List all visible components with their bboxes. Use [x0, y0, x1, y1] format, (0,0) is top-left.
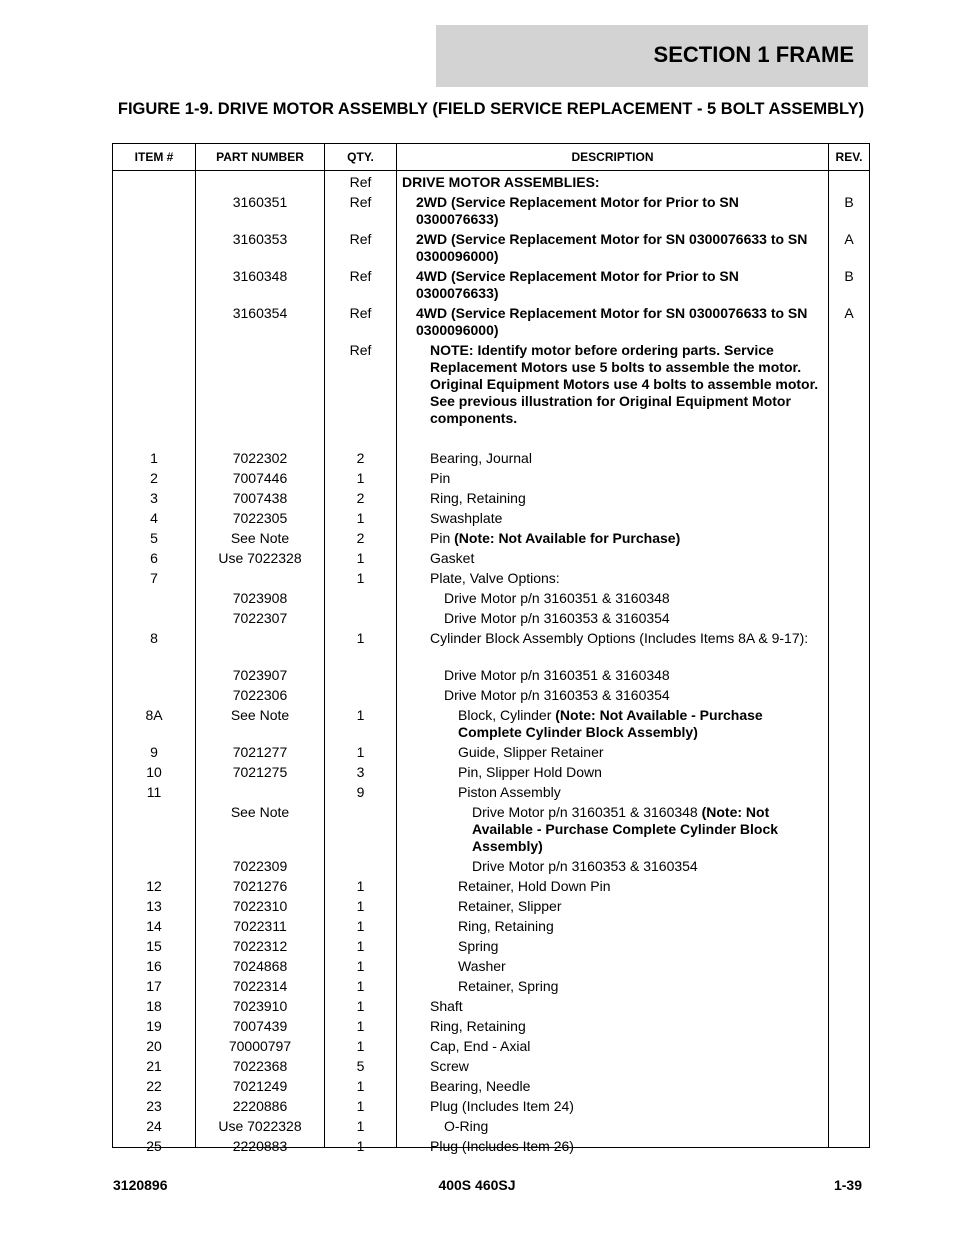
revision-cell: A: [844, 305, 854, 321]
description-cell: [430, 1098, 825, 1115]
quantity-cell: 1: [356, 978, 365, 994]
quantity-cell: 1: [356, 1038, 365, 1054]
quantity-cell: 1: [356, 1078, 365, 1094]
item-number-cell: 15: [146, 938, 162, 954]
description-cell: [430, 1058, 825, 1075]
description-cell: [458, 744, 825, 761]
description-cell: [458, 958, 825, 975]
item-number-cell: 25: [146, 1138, 162, 1154]
part-number-cell: 7022305: [232, 510, 288, 526]
description-cell: [444, 667, 825, 684]
quantity-cell: Ref: [349, 305, 372, 321]
item-number-cell: 1: [150, 450, 158, 466]
part-number-cell: 3160351: [232, 194, 288, 210]
figure-title: FIGURE 1-9. DRIVE MOTOR ASSEMBLY (FIELD SERVICE REPLACEMENT - 5 BOLT ASSEMBLY): [117, 100, 865, 118]
description-cell: [458, 707, 825, 741]
item-number-cell: 7: [150, 570, 158, 586]
part-number-cell: 70000797: [228, 1038, 292, 1054]
description-text: Guide, Slipper Retainer: [458, 744, 604, 760]
quantity-cell: 1: [356, 918, 365, 934]
part-number-cell: 7023908: [232, 590, 288, 606]
column-header-qty: QTY.: [347, 150, 374, 164]
part-number-cell: 7023910: [232, 998, 288, 1014]
quantity-cell: 1: [356, 938, 365, 954]
description-text: 2WD (Service Replacement Motor for SN 0300076633 to SN 0300096000): [416, 231, 808, 264]
part-number-cell: 7022314: [232, 978, 288, 994]
column-header-rev: REV.: [835, 150, 863, 164]
part-number-cell: 7022368: [232, 1058, 288, 1074]
quantity-cell: 9: [356, 784, 365, 800]
quantity-cell: 1: [356, 570, 365, 586]
section-title: SECTION 1 FRAME: [653, 42, 854, 67]
quantity-cell: 3: [356, 764, 365, 780]
part-number-cell: 2220883: [232, 1138, 288, 1154]
description-text: Ring, Retaining: [430, 490, 526, 506]
description-cell: [430, 450, 825, 467]
part-number-cell: 7022302: [232, 450, 288, 466]
quantity-cell: 1: [356, 470, 365, 486]
part-number-cell: 7024868: [232, 958, 288, 974]
description-text: Shaft: [430, 998, 463, 1014]
part-number-cell: Use 7022328: [218, 1118, 302, 1134]
description-cell: [472, 858, 825, 875]
part-number-cell: 7022311: [233, 918, 287, 934]
quantity-cell: 1: [356, 707, 365, 723]
description-text: Piston Assembly: [458, 784, 561, 800]
description-text: Washer: [458, 958, 506, 974]
quantity-cell: 1: [356, 878, 365, 894]
description-text: O-Ring: [444, 1118, 489, 1134]
section-header-banner: [436, 25, 868, 87]
description-cell: [430, 1038, 825, 1055]
part-number-cell: 7022312: [232, 938, 288, 954]
quantity-cell: 1: [356, 510, 365, 526]
quantity-cell: 2: [356, 450, 365, 466]
footer-document-number: 3120896: [113, 1177, 168, 1193]
part-number-cell: 7021249: [232, 1078, 288, 1094]
part-number-cell: 7022309: [232, 858, 288, 874]
quantity-cell: 1: [356, 744, 365, 760]
description-cell: [416, 194, 825, 228]
description-cell: [430, 998, 825, 1015]
description-text: Retainer, Slipper: [458, 898, 562, 914]
quantity-cell: 1: [356, 1138, 365, 1154]
quantity-cell: 2: [356, 530, 365, 546]
item-number-cell: 24: [146, 1118, 162, 1134]
description-text: Bearing, Needle: [430, 1078, 531, 1094]
revision-cell: B: [844, 194, 854, 210]
quantity-cell: 1: [356, 1098, 365, 1114]
description-text: Plug (Includes Item 24): [430, 1098, 574, 1114]
description-text: Drive Motor p/n 3160353 & 3160354: [444, 610, 670, 626]
description-text: Cap, End - Axial: [430, 1038, 531, 1054]
description-text: Drive Motor p/n 3160353 & 3160354: [444, 687, 670, 703]
part-number-cell: 7022306: [232, 687, 288, 703]
description-text: Pin, Slipper Hold Down: [458, 764, 602, 780]
description-cell: [458, 978, 825, 995]
description-text: Cylinder Block Assembly Options (Includes Items 8A & 9-17):: [430, 630, 809, 646]
description-text: Retainer, Hold Down Pin: [458, 878, 611, 894]
part-number-cell: 7007438: [232, 490, 288, 506]
quantity-cell: 1: [356, 630, 365, 646]
description-text: NOTE: Identify motor before ordering parts. Service Replacement Motors use 5 bolts to assemble the motor. Original Equipment Motors use 4 bolts to assemble motor. See previous illustration for Original Equipment Motor components.: [430, 342, 819, 426]
description-cell: [430, 342, 825, 427]
quantity-cell: 1: [356, 958, 365, 974]
availability-note: (Note: Not Available - Purchase Complete Cylinder Block Assembly): [472, 804, 779, 854]
description-text: Plate, Valve Options:: [430, 570, 560, 586]
description-text: Drive Motor p/n 3160351 & 3160348: [472, 804, 698, 820]
item-number-cell: 20: [146, 1038, 162, 1054]
description-cell: [430, 510, 825, 527]
quantity-cell: Ref: [349, 174, 372, 190]
description-cell: [430, 1078, 825, 1095]
item-number-cell: 21: [146, 1058, 162, 1074]
part-number-cell: 3160348: [232, 268, 288, 284]
description-cell: [472, 804, 825, 855]
description-cell: [416, 305, 825, 339]
part-number-cell: 3160354: [232, 305, 288, 321]
description-text: Drive Motor p/n 3160351 & 3160348: [444, 590, 670, 606]
item-number-cell: 3: [150, 490, 158, 506]
column-divider: [195, 144, 196, 1147]
quantity-cell: 1: [356, 1018, 365, 1034]
column-header-description: DESCRIPTION: [571, 150, 654, 164]
description-text: Gasket: [430, 550, 475, 566]
part-number-cell: 2220886: [232, 1098, 288, 1114]
description-cell: [444, 610, 825, 627]
parts-table: [112, 143, 870, 1154]
footer-page-number: 1-39: [833, 1177, 862, 1193]
item-number-cell: 12: [146, 878, 162, 894]
column-header-item: ITEM #: [134, 150, 174, 164]
part-number-cell: 7023907: [232, 667, 288, 683]
description-cell: [458, 898, 825, 915]
description-cell: [416, 268, 825, 302]
availability-note: (Note: Not Available - Purchase Complete Cylinder Block Assembly): [458, 707, 763, 740]
item-number-cell: 18: [146, 998, 162, 1014]
quantity-cell: Ref: [349, 194, 372, 210]
description-cell: [430, 550, 825, 567]
description-text: DRIVE MOTOR ASSEMBLIES:: [402, 174, 600, 190]
quantity-cell: Ref: [349, 268, 372, 284]
quantity-cell: 1: [356, 898, 365, 914]
description-text: Spring: [458, 938, 499, 954]
item-number-cell: 6: [150, 550, 158, 566]
quantity-cell: 2: [356, 490, 365, 506]
quantity-cell: 5: [356, 1058, 365, 1074]
part-number-cell: See Note: [230, 804, 290, 820]
description-text: Drive Motor p/n 3160351 & 3160348: [444, 667, 670, 683]
item-number-cell: 23: [146, 1098, 162, 1114]
column-divider: [396, 144, 397, 1147]
item-number-cell: 8A: [145, 707, 163, 723]
description-text: Pin: [430, 530, 451, 546]
description-cell: [430, 1138, 825, 1155]
description-cell: [416, 231, 825, 265]
item-number-cell: 22: [146, 1078, 162, 1094]
description-cell: [430, 1018, 825, 1035]
part-number-cell: 7021276: [232, 878, 288, 894]
item-number-cell: 14: [146, 918, 162, 934]
item-number-cell: 13: [146, 898, 162, 914]
description-text: Plug (Includes Item 26): [430, 1138, 574, 1154]
description-cell: [444, 687, 825, 704]
quantity-cell: Ref: [349, 231, 372, 247]
header-rule: [113, 170, 869, 171]
description-cell: [458, 878, 825, 895]
description-text: Pin: [430, 470, 451, 486]
part-number-cell: 7021277: [232, 744, 288, 760]
description-cell: [430, 490, 825, 507]
description-text: Drive Motor p/n 3160353 & 3160354: [472, 858, 698, 874]
description-cell: [444, 1118, 825, 1135]
description-text: 4WD (Service Replacement Motor for SN 0300076633 to SN 0300096000): [416, 305, 808, 338]
description-text: 2WD (Service Replacement Motor for Prior to SN 0300076633): [416, 194, 739, 227]
part-number-cell: 7022307: [232, 610, 288, 626]
description-cell: [458, 764, 825, 781]
quantity-cell: 1: [356, 1118, 365, 1134]
description-cell: [430, 530, 825, 547]
description-text: Bearing, Journal: [430, 450, 532, 466]
column-header-part-number: PART NUMBER: [216, 150, 304, 164]
part-number-cell: 3160353: [232, 231, 288, 247]
quantity-cell: 1: [356, 998, 365, 1014]
description-text: Ring, Retaining: [458, 918, 554, 934]
description-text: 4WD (Service Replacement Motor for Prior to SN 0300076633): [416, 268, 739, 301]
part-number-cell: 7007439: [232, 1018, 288, 1034]
part-number-cell: Use 7022328: [218, 550, 302, 566]
quantity-cell: 1: [356, 550, 365, 566]
column-divider: [828, 144, 829, 1147]
item-number-cell: 2: [150, 470, 158, 486]
description-text: Screw: [430, 1058, 469, 1074]
item-number-cell: 4: [150, 510, 158, 526]
description-text: Retainer, Spring: [458, 978, 559, 994]
description-cell: [458, 784, 825, 801]
item-number-cell: 11: [146, 784, 162, 800]
description-cell: [458, 918, 825, 935]
item-number-cell: 17: [146, 978, 162, 994]
description-cell: [458, 938, 825, 955]
item-number-cell: 8: [150, 630, 158, 646]
part-number-cell: See Note: [230, 707, 290, 723]
description-cell: [444, 590, 825, 607]
item-number-cell: 16: [146, 958, 162, 974]
description-cell: [402, 174, 825, 191]
item-number-cell: 5: [150, 530, 158, 546]
part-number-cell: See Note: [230, 530, 290, 546]
description-text: Block, Cylinder: [458, 707, 552, 723]
description-cell: [430, 570, 825, 587]
availability-note: (Note: Not Available for Purchase): [454, 530, 681, 546]
description-cell: [430, 470, 825, 487]
description-text: Ring, Retaining: [430, 1018, 526, 1034]
part-number-cell: 7022310: [232, 898, 288, 914]
revision-cell: B: [844, 268, 854, 284]
revision-cell: A: [844, 231, 854, 247]
item-number-cell: 10: [146, 764, 162, 780]
footer-model: 400S 460SJ: [438, 1177, 516, 1193]
item-number-cell: 19: [146, 1018, 162, 1034]
item-number-cell: 9: [150, 744, 158, 760]
part-number-cell: 7021275: [232, 764, 288, 780]
description-text: Swashplate: [430, 510, 503, 526]
quantity-cell: Ref: [349, 342, 372, 358]
description-cell: [430, 630, 825, 647]
part-number-cell: 7007446: [232, 470, 288, 486]
